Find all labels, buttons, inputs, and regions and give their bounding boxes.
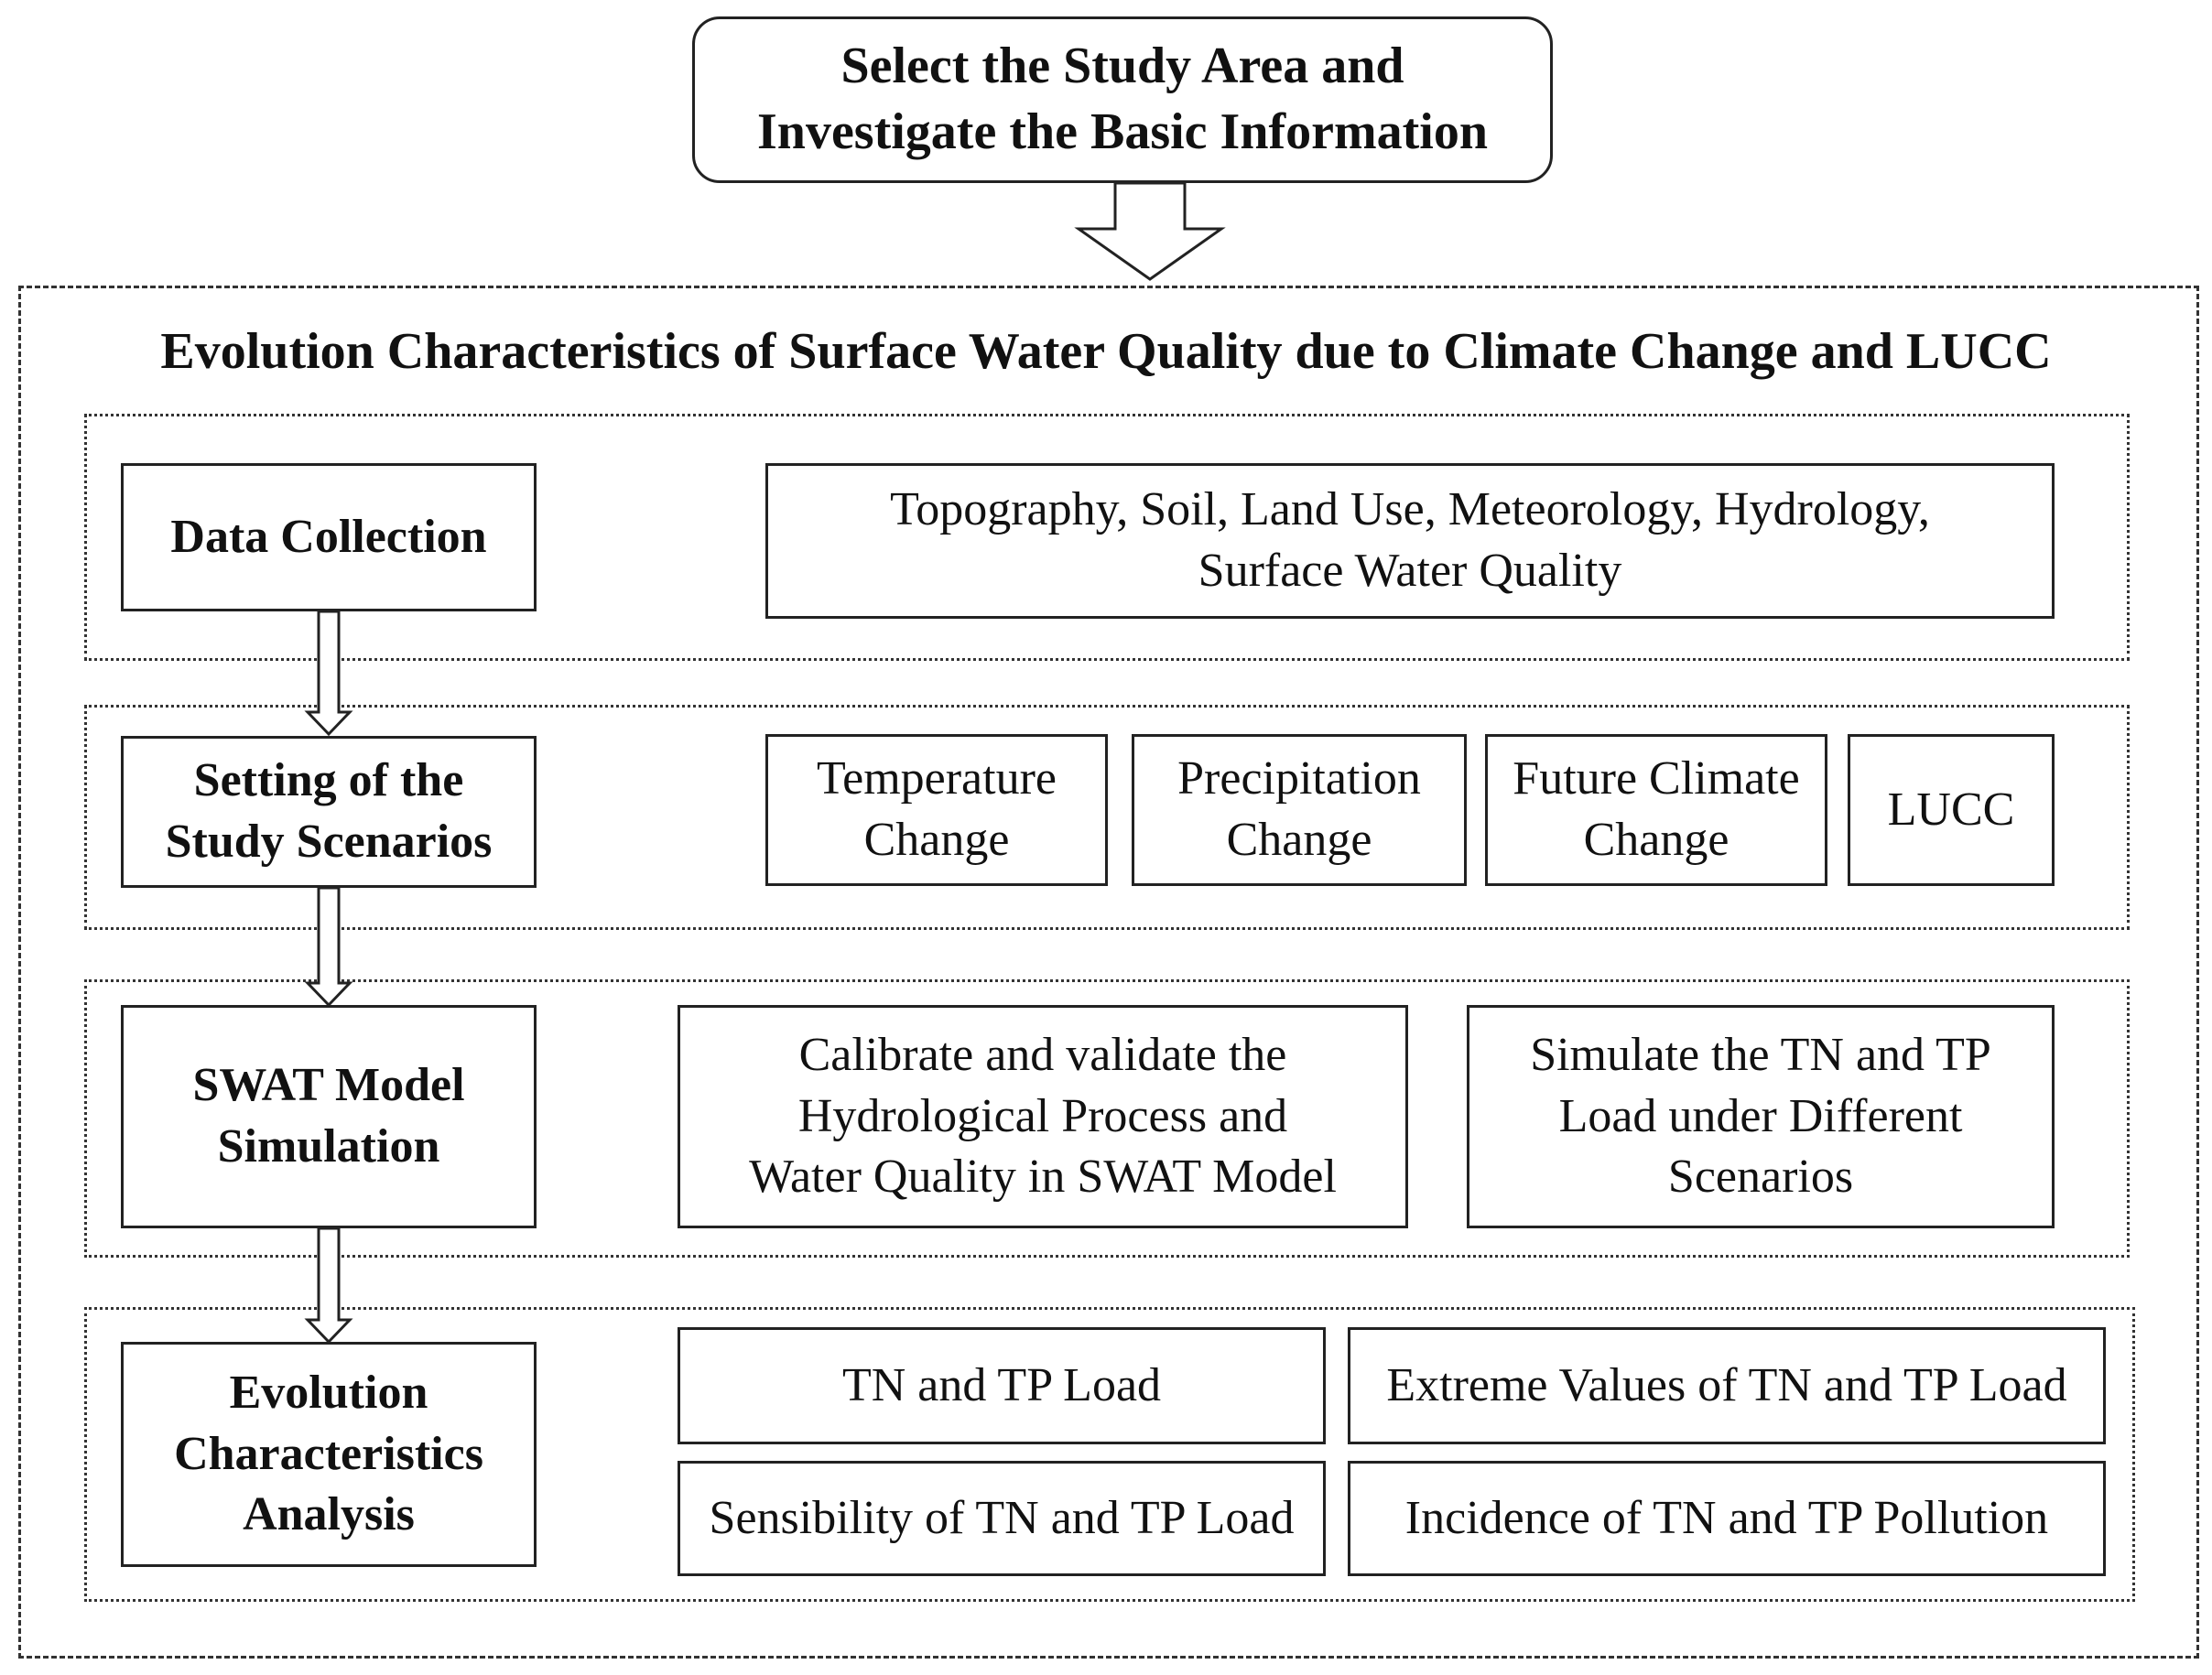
scenarios-label-line2: Study Scenarios xyxy=(165,816,493,868)
evolution-label-line3: Analysis xyxy=(243,1488,415,1541)
temperature-line1: Temperature xyxy=(817,752,1057,805)
calibrate-line3: Water Quality in SWAT Model xyxy=(749,1151,1337,1204)
precipitation-change-box xyxy=(1132,734,1467,886)
data-details-line2: Surface Water Quality xyxy=(1198,545,1622,597)
calibrate-box xyxy=(678,1005,1408,1228)
simulate-line1: Simulate the TN and TP xyxy=(1530,1029,1991,1082)
simulate-line3: Scenarios xyxy=(1667,1151,1854,1204)
scenarios-box xyxy=(121,736,537,888)
precipitation-line1: Precipitation xyxy=(1177,752,1421,805)
calibrate-line2: Hydrological Process and xyxy=(797,1089,1288,1142)
scenarios-label-line1: Setting of the xyxy=(193,754,464,807)
evolution-box xyxy=(121,1342,537,1567)
data-details-box xyxy=(765,463,2055,619)
swat-box xyxy=(121,1005,537,1228)
precipitation-line2: Change xyxy=(1226,814,1372,866)
evolution-label-line2: Characteristics xyxy=(174,1427,483,1480)
extreme-values-box xyxy=(1348,1327,2106,1444)
lucc-box xyxy=(1848,734,2055,886)
future-climate-change-box xyxy=(1485,734,1827,886)
lucc-label: LUCC xyxy=(1887,783,2015,836)
calibrate-line1: Calibrate and validate the xyxy=(798,1029,1287,1082)
temperature-change-box xyxy=(765,734,1108,886)
sensibility-box xyxy=(678,1461,1326,1576)
incidence-box xyxy=(1348,1461,2106,1576)
incidence-label: Incidence of TN and TP Pollution xyxy=(1404,1491,2049,1544)
start-box xyxy=(692,16,1553,183)
simulate-line2: Load under Different xyxy=(1558,1089,1963,1142)
start-box-line1: Select the Study Area and xyxy=(840,38,1404,95)
temperature-line2: Change xyxy=(863,814,1010,866)
tn-tp-load-box xyxy=(678,1327,1326,1444)
swat-label-line2: Simulation xyxy=(217,1120,440,1172)
data-collection-box xyxy=(121,463,537,611)
simulate-box xyxy=(1467,1005,2055,1228)
extreme-values-label: Extreme Values of TN and TP Load xyxy=(1386,1358,2067,1411)
frame-title: Evolution Characteristics of Surface Water Quality due to Climate Change and LUCC xyxy=(160,323,2052,380)
future-climate-line1: Future Climate xyxy=(1513,752,1800,805)
swat-label-line1: SWAT Model xyxy=(192,1059,465,1112)
data-collection-label: Data Collection xyxy=(170,510,487,563)
start-box-line2: Investigate the Basic Information xyxy=(757,103,1488,160)
sensibility-label: Sensibility of TN and TP Load xyxy=(709,1491,1295,1544)
evolution-label-line1: Evolution xyxy=(229,1367,428,1420)
data-details-line1: Topography, Soil, Land Use, Meteorology, Hydrology, xyxy=(890,483,1930,536)
tn-tp-load-label: TN and TP Load xyxy=(841,1358,1162,1411)
future-climate-line2: Change xyxy=(1583,814,1729,866)
